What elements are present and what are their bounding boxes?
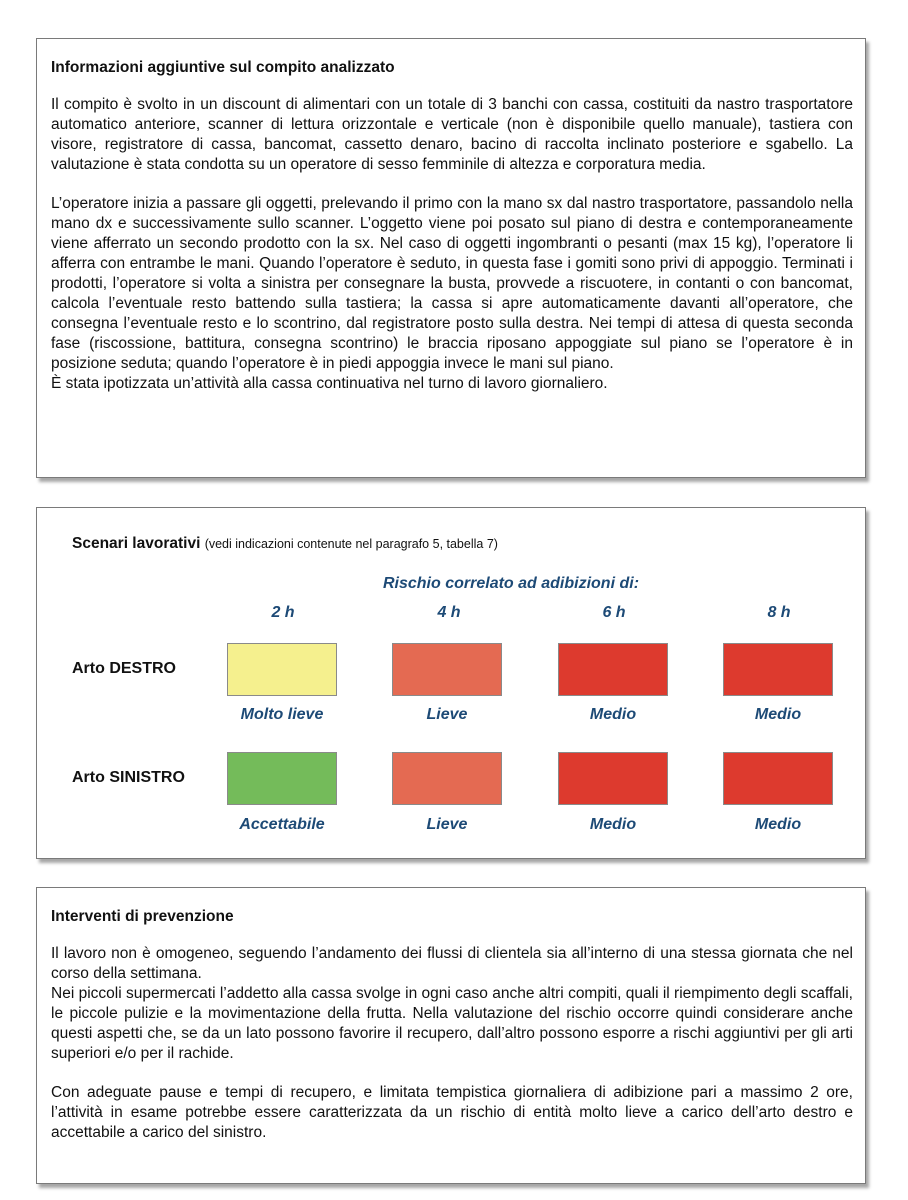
- prevenzione-title: Interventi di prevenzione: [51, 908, 234, 925]
- row-label-destro: Arto DESTRO: [72, 660, 176, 677]
- column-header-2h: 2 h: [271, 604, 295, 621]
- risk-level-sinistro-2h: Accettabile: [239, 816, 325, 833]
- info-paragraph-3: È stata ipotizzata un’attività alla cassa continuativa nel turno di lavoro giornaliero.: [51, 375, 608, 392]
- risk-level-destro-8h: Medio: [754, 706, 802, 723]
- risk-level-destro-2h: Molto lieve: [240, 706, 324, 723]
- prevenzione-paragraph-1: Il lavoro non è omogeneo, seguendo l’andamento dei flussi di clientela sia all’interno di una stessa giornata che nel corso della settimana.: [51, 945, 853, 982]
- column-header-8h: 8 h: [767, 604, 791, 621]
- info-title: Informazioni aggiuntive sul compito analizzato: [51, 59, 395, 76]
- risk-swatch-sinistro-6h: [558, 752, 668, 805]
- risk-swatch-sinistro-4h: [392, 752, 502, 805]
- risk-level-sinistro-4h: Lieve: [426, 816, 468, 833]
- scenari-title: Scenari lavorativi: [72, 535, 201, 552]
- risk-level-destro-6h: Medio: [589, 706, 637, 723]
- risk-level-sinistro-6h: Medio: [589, 816, 637, 833]
- risk-swatch-destro-6h: [558, 643, 668, 696]
- info-panel: [36, 38, 866, 478]
- risk-swatch-sinistro-2h: [227, 752, 337, 805]
- column-header-6h: 6 h: [602, 604, 626, 621]
- prevenzione-paragraph-3: Con adeguate pause e tempi di recupero, e limitata tempistica giornaliera di adibizione pari a massimo 2 ore, l’attività in esame potrebbe essere caratterizzata da un rischio di entità molto lieve a carico dell’arto destro e accettabile a carico del sinistro.: [51, 1084, 853, 1141]
- prevenzione-paragraph-2: Nei piccoli supermercati l’addetto alla cassa svolge in ogni caso anche altri compiti, quali il riempimento degli scaffali, le piccole pulizie e la movimentazione della frutta. Nella valutazione del rischio occorre quindi considerare anche questi aspetti che, se da un lato possono favorire il recupero, dall’altro possono esporre a rischi aggiuntivi per gli arti superiori e/o per il rachide.: [51, 985, 853, 1062]
- column-header-4h: 4 h: [437, 604, 461, 621]
- risk-level-sinistro-8h: Medio: [754, 816, 802, 833]
- prevenzione-panel: [36, 887, 866, 1184]
- risk-swatch-sinistro-8h: [723, 752, 833, 805]
- scenari-note: (vedi indicazioni contenute nel paragrafo 5, tabella 7): [204, 537, 498, 551]
- risk-header: Rischio correlato ad adibizioni di:: [382, 575, 640, 592]
- scenari-panel: [36, 507, 866, 859]
- risk-swatch-destro-2h: [227, 643, 337, 696]
- risk-swatch-destro-4h: [392, 643, 502, 696]
- scenari-heading: [72, 535, 498, 553]
- info-paragraph-1: Il compito è svolto in un discount di alimentari con un totale di 3 banchi con cassa, costituiti da nastro trasportatore automatico anteriore, scanner di lettura orizzontale e verticale (non è disponibile quello manuale), tastiera con visore, registratore di cassa, bancomat, cassetto denaro, bacino di raccolta inclinato posteriore e sgabello. La valutazione è stata condotta su un operatore di sesso femminile di altezza e corporatura media.: [51, 96, 853, 173]
- risk-level-destro-4h: Lieve: [426, 706, 468, 723]
- risk-swatch-destro-8h: [723, 643, 833, 696]
- row-label-sinistro: Arto SINISTRO: [72, 769, 185, 786]
- info-paragraph-2: L’operatore inizia a passare gli oggetti, prelevando il primo con la mano sx dal nastro trasportatore, passandolo nella mano dx e successivamente sullo scanner. L’oggetto viene poi posato sul piano di destra e contemporaneamente viene afferrato un secondo prodotto con la sx. Nel caso di oggetti ingombranti o pesanti (max 15 kg), l’operatore li afferra con entrambe le mani. Quando l’operatore è seduto, in questa fase i gomiti sono privi di appoggio. Terminati i prodotti, l’operatore si volta a sinistra per consegnare la busta, provvede a riscuotere, in contanti o con bancomat, calcola l’eventuale resto battendo sulla tastiera; la cassa si apre automaticamente davanti all’operatore, che consegna l’eventuale resto e lo scontrino, dal registratore posto sulla destra. Nei tempi di attesa di questa seconda fase (riscossione, battitura, consegna scontrino) le braccia riposano appoggiate sul piano se l’operatore è in posizione seduta; quando l’operatore è in piedi appoggia invece le mani sul piano.: [51, 195, 853, 372]
